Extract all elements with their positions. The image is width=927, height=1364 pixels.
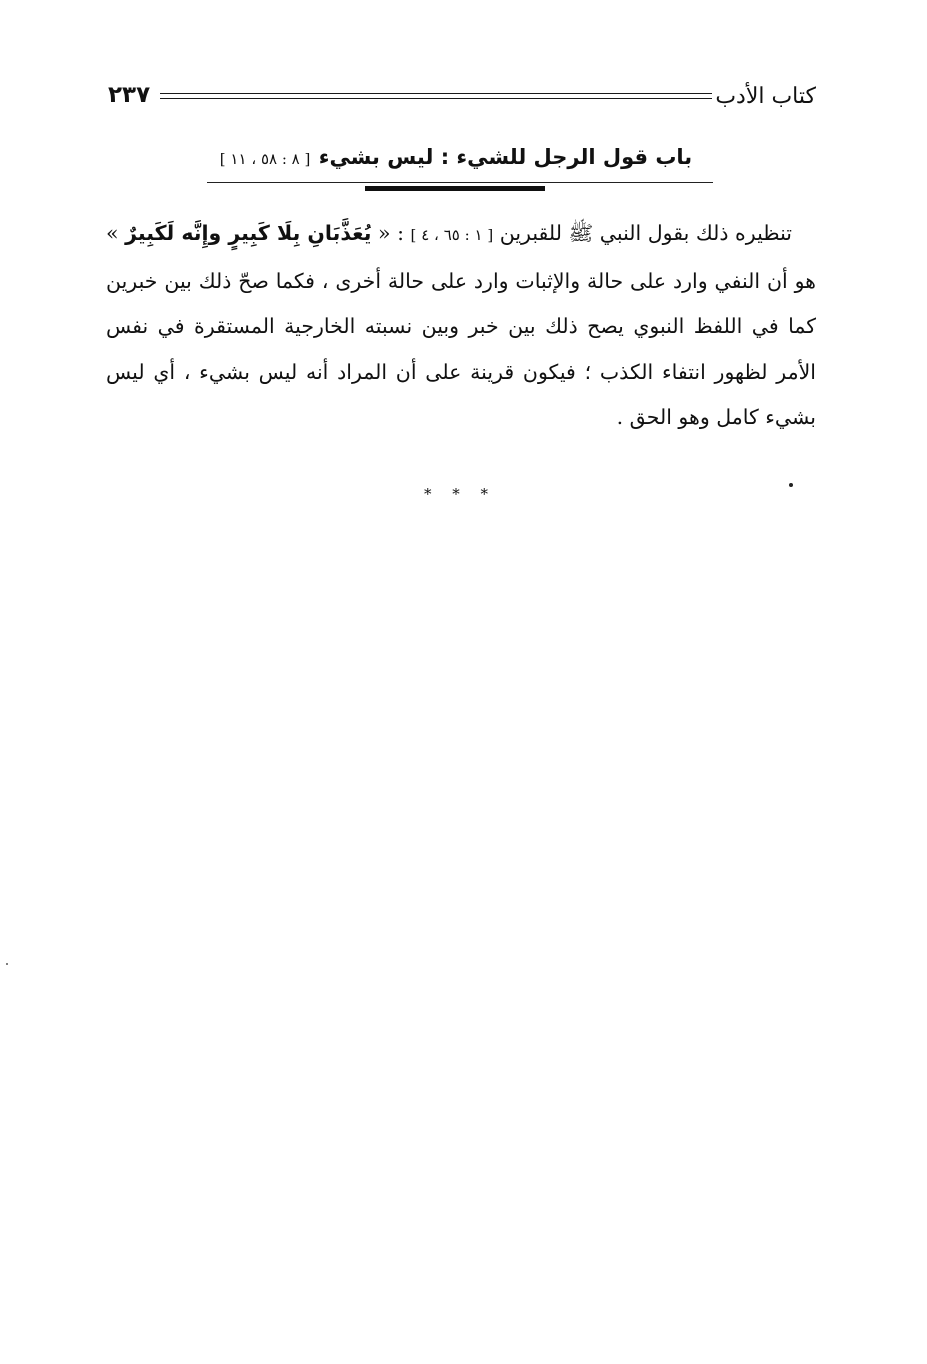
body-paragraph xyxy=(106,211,816,441)
section-ornament: * * * xyxy=(423,485,497,503)
running-header xyxy=(108,80,816,116)
heading-bar xyxy=(365,186,545,191)
header-rule xyxy=(160,93,712,94)
chapter-reference: [ ٨ : ٥٨ ، ١١ ] xyxy=(219,150,311,168)
heading-underline xyxy=(207,182,713,183)
body-text-part3: » هو أن النفي وارد على حالة والإثبات وارد على حالة أخرى ، فكما صحّ ذلك بين خبرين كما في اللفظ النبوي يصح ذلك بين خبر وبين نسبته الخارجية المستقرة في نفس الأمر لظهور انتفاء الكذب ؛ فيكون قرينة على أن المراد أنه ليس بشيء ، أي ليس بشيء كامل وهو الحق . xyxy=(106,221,816,429)
hadith-reference: [ ١ : ٦٥ ، ٤ ] xyxy=(410,226,494,244)
chapter-heading xyxy=(200,140,712,176)
hadith-quote: يُعَذَّبَانِ بِلَا كَبِيرٍ وإِنَّه لَكَبِيرٌ xyxy=(125,221,372,245)
book-title: كتاب الأدب xyxy=(715,84,816,109)
edge-speck xyxy=(6,963,8,965)
header-rule-second xyxy=(160,98,712,99)
body-text-part1: تنظيره ذلك بقول النبي ﷺ للقبرين xyxy=(499,221,792,245)
ink-speck xyxy=(789,483,793,487)
page-number: ٢٣٧ xyxy=(108,82,151,108)
chapter-title: باب قول الرجل للشيء : ليس بشيء xyxy=(318,145,693,169)
body-text-part2: : « xyxy=(377,221,404,245)
